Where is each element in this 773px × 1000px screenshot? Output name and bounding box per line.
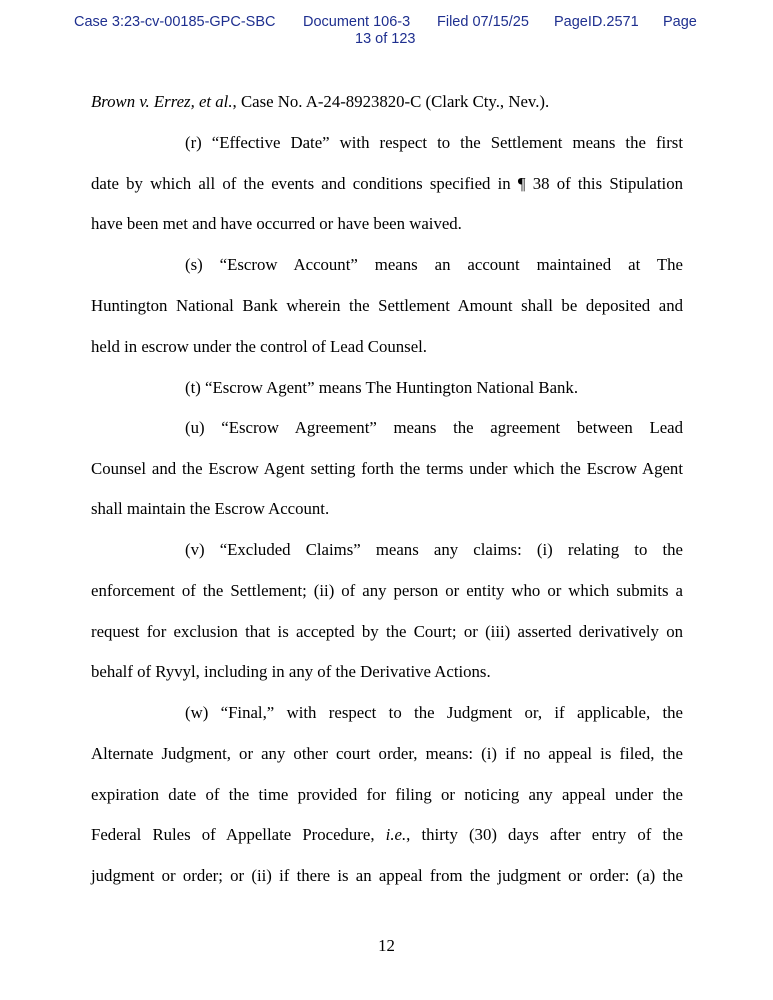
definition-s-line-3: held in escrow under the control of Lead Counsel. xyxy=(91,337,427,356)
definition-w-line-4 xyxy=(91,824,683,846)
definition-w-line-3: expiration date of the time provided for filing or noticing any appeal under the xyxy=(91,785,683,804)
ie-italic: i.e. xyxy=(385,825,407,844)
definition-u-line-2: Counsel and the Escrow Agent setting forth the terms under which the Escrow Agent xyxy=(91,459,683,478)
definition-r-line-1: (r) “Effective Date” with respect to the Settlement means the first xyxy=(185,133,683,152)
definition-u-line-3: shall maintain the Escrow Account. xyxy=(91,499,330,518)
definition-v-line-4: behalf of Ryvyl, including in any of the Derivative Actions. xyxy=(91,662,491,681)
document-number: Document 106-3 xyxy=(303,14,411,30)
definition-w-line-4b: , thirty (30) days after entry of the xyxy=(406,825,683,844)
definition-v-line-3: request for exclusion that is accepted by the Court; or (iii) asserted derivatively on xyxy=(91,622,683,641)
definition-w-line-2: Alternate Judgment, or any other court order, means: (i) if no appeal is filed, the xyxy=(91,744,683,763)
definition-v-line-2: enforcement of the Settlement; (ii) of any person or entity who or which submits a xyxy=(91,581,683,600)
definition-w-line-5: judgment or order; or (ii) if there is an appeal from the judgment or order: (a) the xyxy=(91,866,683,885)
definition-s-line-2: Huntington National Bank wherein the Settlement Amount shall be deposited and xyxy=(91,296,683,315)
definition-r-line-2: date by which all of the events and conditions specified in ¶ 38 of this Stipulation xyxy=(91,174,683,193)
case-citation-italic: Brown v. Errez, et al. xyxy=(91,92,233,111)
page-label: Page xyxy=(663,14,697,30)
definition-w-line-1: (w) “Final,” with respect to the Judgment or, if applicable, the xyxy=(185,703,683,722)
definition-w-line-4a: Federal Rules of Appellate Procedure, xyxy=(91,825,386,844)
page-id: PageID.2571 xyxy=(554,14,639,30)
page-number: 12 xyxy=(378,936,395,955)
definition-r-line-3: have been met and have occurred or have been waived. xyxy=(91,214,462,233)
case-citation-rest: , Case No. A-24-8923820-C (Clark Cty., Nev.). xyxy=(232,92,550,111)
definition-u-line-1: (u) “Escrow Agreement” means the agreement between Lead xyxy=(185,418,683,437)
definition-v-line-1: (v) “Excluded Claims” means any claims: (i) relating to the xyxy=(185,540,683,559)
definition-s-line-1: (s) “Escrow Account” means an account maintained at The xyxy=(185,255,683,274)
filed-date: Filed 07/15/25 xyxy=(437,14,529,30)
case-citation-line xyxy=(91,91,549,113)
definition-t-line-1: (t) “Escrow Agent” means The Huntington National Bank. xyxy=(185,378,579,397)
document-page-count: 13 of 123 xyxy=(355,31,416,47)
case-number: Case 3:23-cv-00185-GPC-SBC xyxy=(74,14,276,30)
